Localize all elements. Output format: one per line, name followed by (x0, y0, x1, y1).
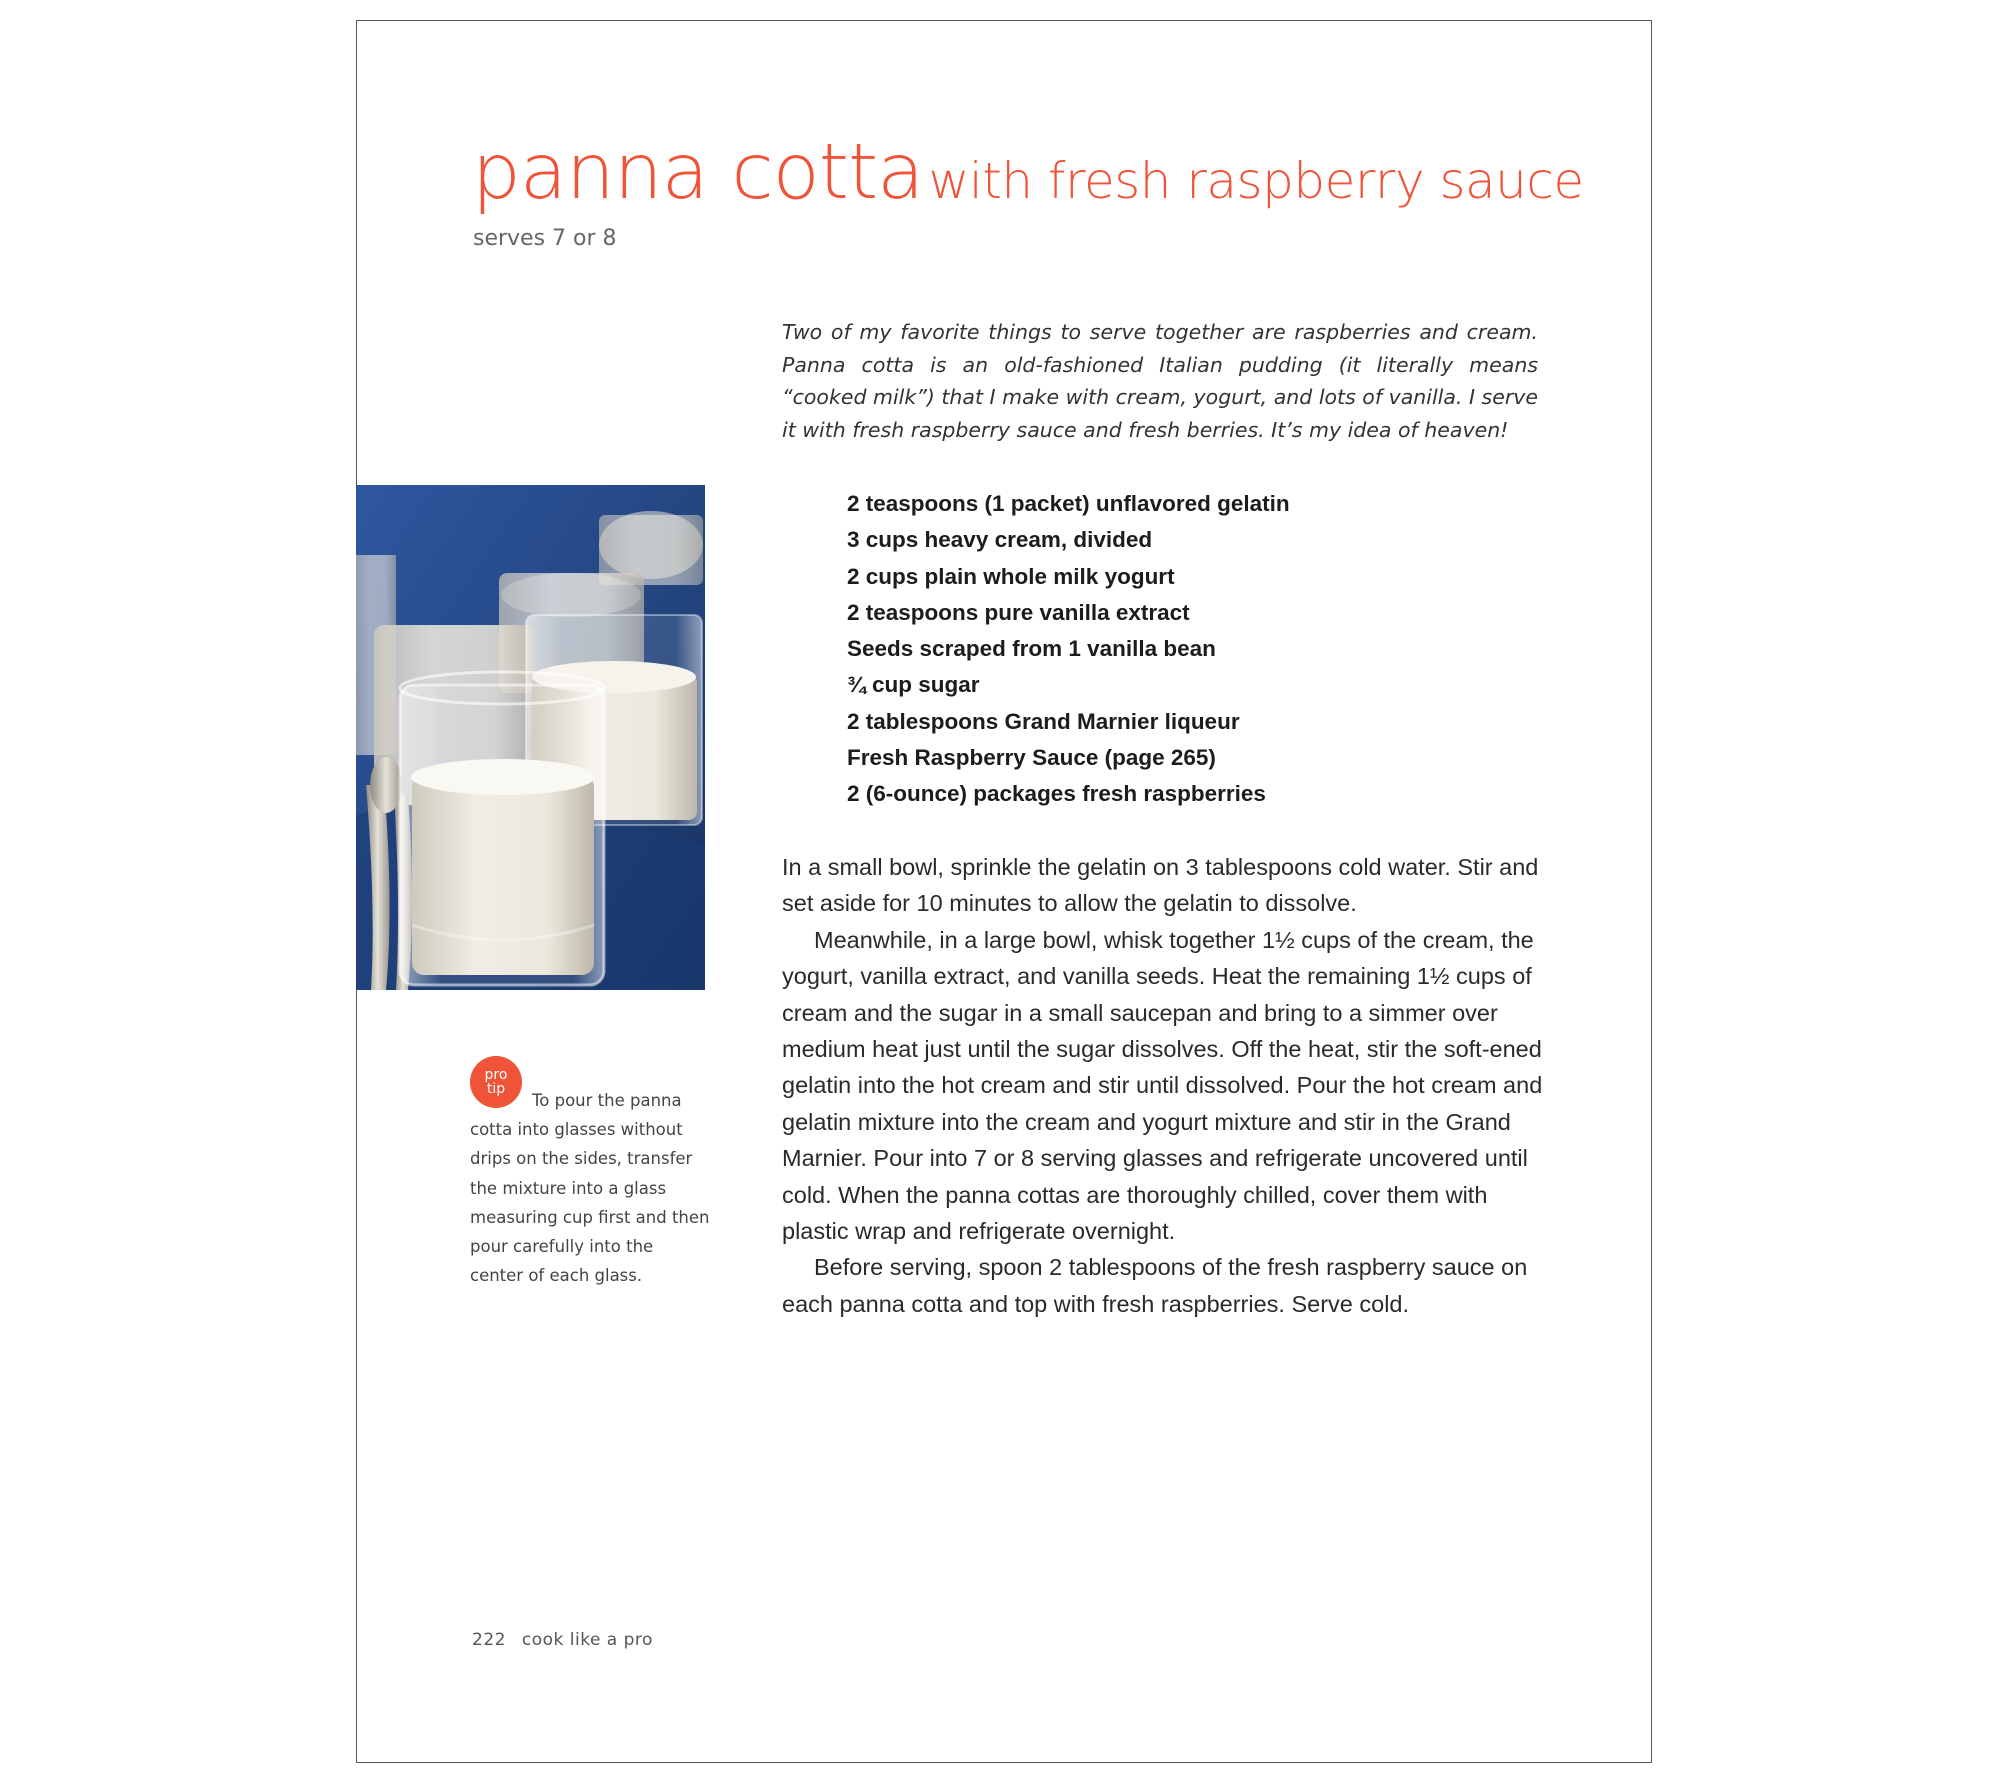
recipe-method (782, 849, 1552, 1322)
ingredient-item: 2 teaspoons pure vanilla extract (847, 599, 1190, 625)
ingredient-list (847, 486, 1290, 813)
pro-tip-badge-line1: pro (484, 1067, 508, 1083)
book-title: cook like a pro (521, 1630, 653, 1650)
method-paragraph: Before serving, spoon 2 tablespoons of the fresh raspberry sauce on each panna cotta and top with fresh raspberries. Serve cold. (782, 1254, 1528, 1317)
panna-cotta-photo-graphic (356, 485, 705, 990)
pro-tip-text: To pour the panna cotta into glasses without drips on the sides, transfer the mixture into a glass measuring cup first and then pour carefully into the center of each glass. (470, 1091, 710, 1286)
recipe-title (472, 128, 1584, 217)
page-footer (472, 1630, 653, 1650)
recipe-title-main: panna cotta (472, 128, 924, 217)
ingredient-item: ¾ cup sugar (847, 672, 980, 698)
ingredient-item: 2 cups plain whole milk yogurt (847, 563, 1175, 589)
ingredient-item: Seeds scraped from 1 vanilla bean (847, 636, 1216, 662)
ingredient-item: 2 tablespoons Grand Marnier liqueur (847, 708, 1240, 734)
ingredient-item: Fresh Raspberry Sauce (page 265) (847, 745, 1216, 771)
recipe-intro: Two of my favorite things to serve together are raspberries and cream. Panna cotta is an old-fashioned Italian pudding (it literally means “cooked milk”) that I make with cream, yogurt, and lots of vanilla. I serve it with fresh raspberry sauce and fresh berries. It’s my idea of heaven! (782, 320, 1538, 442)
servings-note: serves 7 or 8 (473, 226, 617, 251)
ingredient-item: 3 cups heavy cream, divided (847, 527, 1153, 553)
ingredient-item: 2 (6-ounce) packages fresh raspberries (847, 781, 1266, 807)
ingredient-item: 2 teaspoons (1 packet) unflavored gelatin (847, 491, 1290, 516)
page-number: 222 (472, 1630, 506, 1650)
panna-cotta-photo (356, 485, 705, 990)
recipe-title-sub: with fresh raspberry sauce (928, 152, 1584, 210)
method-paragraph: Meanwhile, in a large bowl, whisk together 1½ cups of the cream, the yogurt, vanilla extract, and vanilla seeds. Heat the remaining 1½ cups of cream and the sugar in a small saucepan and bring to a simmer over medium heat just until the sugar dissolves. Off the heat, stir the soft-ened gelatin into the hot cream and stir until dissolved. Pour the hot cream and gelatin mixture into the cream and yogurt mixture and stir in the Grand Marnier. Pour into 7 or 8 serving glasses and refrigerate uncovered until cold. When the panna cottas are thoroughly chilled, cover them with plastic wrap and refrigerate overnight. (782, 926, 1543, 1245)
method-paragraph: In a small bowl, sprinkle the gelatin on 3 tablespoons cold water. Stir and set aside for 10 minutes to allow the gelatin to dissolve. (782, 854, 1539, 917)
pro-tip-badge-line2: tip (486, 1081, 506, 1097)
